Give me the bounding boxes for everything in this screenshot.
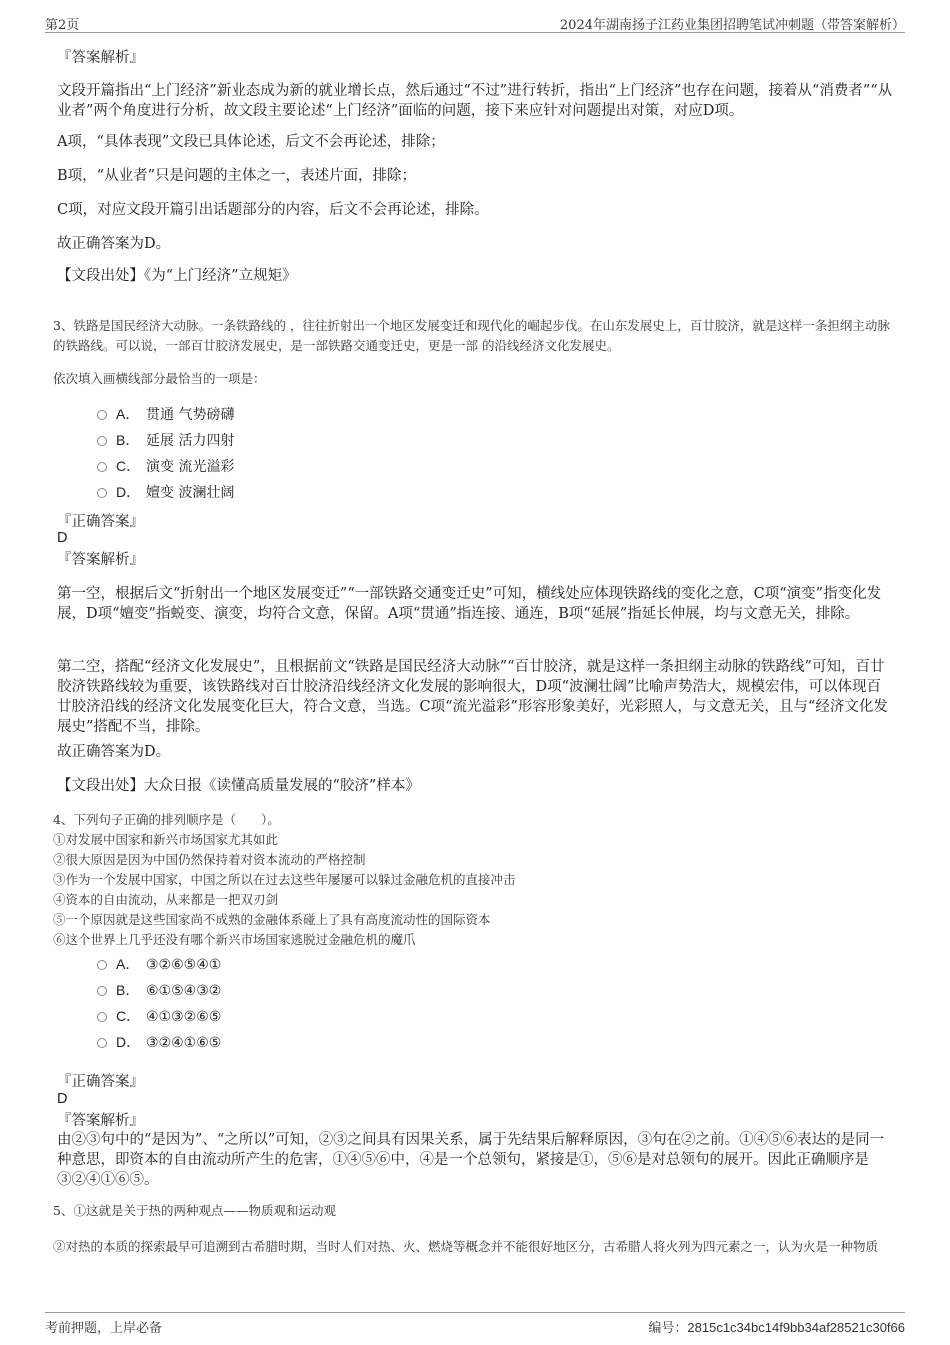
- footer-doc-id: 编号：2815c1c34bc14f9bb34af28521c30f66: [648, 1320, 905, 1335]
- page-number: 第2页: [45, 18, 80, 33]
- q3-source: 【文段出处】大众日报《读懂高质量发展的“胶济”样本》: [57, 778, 420, 794]
- q4-sentence-6: ⑥这个世界上几乎还没有哪个新兴市场国家逃脱过金融危机的魔爪: [53, 932, 416, 947]
- q2-analysis-p1: 文段开篇指出“上门经济”新业态成为新的就业增长点，然后通过“不过”进行转折，指出“上门经济”也存在问题，接着从“消费者”“从业者”两个角度进行分析，故文段主要论述“上门经济”面临的问题，接下来应针对问题提出对策，对应D项。: [57, 83, 893, 119]
- radio-icon[interactable]: [97, 1038, 107, 1048]
- q3-analysis-p1: 第一空，根据后文“折射出一个地区发展变迁”“一部铁路交通变迁史”可知，横线处应体现铁路线的变化之意，C项“演变”指变化发展，D项“嬗变”指蜕变、演变，均符合文意，保留。A项“贯通”指连接、通连，B项“延展”指延长伸展，均与文意无关，排除。: [57, 586, 882, 622]
- q3-answer-label: 『正确答案』: [57, 514, 144, 530]
- radio-icon[interactable]: [97, 488, 107, 498]
- q2-analysis-conclusion: 故正确答案为D。: [57, 236, 171, 252]
- radio-icon[interactable]: [97, 1012, 107, 1022]
- q4-option-a[interactable]: A． ③②⑥⑤④①: [97, 954, 221, 975]
- q2-analysis-label: 『答案解析』: [57, 50, 144, 66]
- q4-option-c[interactable]: C． ④①③②⑥⑤: [97, 1006, 221, 1027]
- document-title: 2024年湖南扬子江药业集团招聘笔试冲刺题（带答案解析）: [559, 18, 905, 33]
- q3-option-d[interactable]: D． 嬗变 波澜壮阔: [97, 482, 234, 503]
- q4-sentence-5: ⑤一个原因就是这些国家尚不成熟的金融体系碰上了具有高度流动性的国际资本: [53, 912, 491, 927]
- q2-source: 【文段出处】《为“上门经济”立规矩》: [57, 268, 297, 284]
- page-header: [45, 12, 905, 33]
- q4-sentence-1: ①对发展中国家和新兴市场国家尤其如此: [53, 832, 279, 847]
- q4-answer-label: 『正确答案』: [57, 1074, 144, 1090]
- q3-option-b[interactable]: B． 延展 活力四射: [97, 430, 234, 451]
- q5-stem: 5、①这就是关于热的两种观点——物质观和运动观: [53, 1203, 336, 1218]
- q4-answer: D: [57, 1091, 68, 1107]
- radio-icon[interactable]: [97, 462, 107, 472]
- q3-answer: D: [57, 530, 68, 546]
- footer-slogan: 考前押题，上岸必备: [45, 1321, 163, 1336]
- q3-stem: 3、铁路是国民经济大动脉。一条铁路线的 ，往往折射出一个地区发展变迁和现代化的崛起步伐。在山东发展史上，百廿胶济，就是这样一条担纲主动脉的铁路线。可以说，一部百廿胶济发展史，是一部铁路交通变迁史，更是一部 的沿线经济文化发展史。: [53, 318, 890, 353]
- q4-stem: 4、下列句子正确的排列顺序是（ ）。: [53, 812, 280, 827]
- q3-analysis-label: 『答案解析』: [57, 552, 144, 568]
- q4-analysis-label: 『答案解析』: [57, 1113, 144, 1129]
- q2-analysis-p4: C项，对应文段开篇引出话题部分的内容，后文不会再论述，排除。: [57, 202, 489, 218]
- page-footer: [45, 1312, 905, 1335]
- q2-analysis-p2: A项，“具体表现”文段已具体论述，后文不会再论述，排除；: [57, 134, 445, 150]
- q4-option-d[interactable]: D． ③②④①⑥⑤: [97, 1032, 221, 1053]
- radio-icon[interactable]: [97, 986, 107, 996]
- q3-analysis-conclusion: 故正确答案为D。: [57, 744, 171, 760]
- radio-icon[interactable]: [97, 960, 107, 970]
- q3-option-a[interactable]: A． 贯通 气势磅礴: [97, 404, 234, 425]
- q2-analysis-p3: B项，“从业者”只是问题的主体之一，表述片面，排除；: [57, 168, 416, 184]
- q3-option-c[interactable]: C． 演变 流光溢彩: [97, 456, 234, 477]
- radio-icon[interactable]: [97, 436, 107, 446]
- q3-analysis-p2: 第二空，搭配“经济文化发展史”，且根据前文“铁路是国民经济大动脉”“百廿胶济，就是这样一条担纲主动脉的铁路线”可知，百廿胶济铁路线较为重要，该铁路线对百廿胶济沿线经济文化发展的影响很大，D项“波澜壮阔”比喻声势浩大，规模宏伟，可以体现百廿胶济沿线的经济文化发展变化巨大，符合文意，当选。C项“流光溢彩”形容形象美好，光彩照人，与文意无关，且与“经济文化发展史”搭配不当，排除。: [57, 659, 888, 735]
- q4-option-b[interactable]: B． ⑥①⑤④③②: [97, 980, 221, 1001]
- q4-sentence-3: ③作为一个发展中国家，中国之所以在过去这些年屡屡可以躲过金融危机的直接冲击: [53, 872, 516, 887]
- q4-sentence-2: ②很大原因是因为中国仍然保持着对资本流动的严格控制: [53, 852, 366, 867]
- q3-prompt: 依次填入画横线部分最恰当的一项是：: [53, 371, 266, 386]
- q5-line2: ②对热的本质的探索最早可追溯到古希腊时期，当时人们对热、火、燃烧等概念并不能很好地区分，古希腊人将火列为四元素之一，认为火是一种物质: [53, 1239, 879, 1254]
- q4-sentence-4: ④资本的自由流动，从来都是一把双刃剑: [53, 892, 279, 907]
- q4-analysis: 由②③句中的“是因为”、“之所以”可知，②③之间具有因果关系，属于先结果后解释原因，③句在②之前。①④⑤⑥表达的是同一种意思，即资本的自由流动所产生的危害，①④⑤⑥中，④是一个总领句，紧接是①，⑤⑥是对总领句的展开。因此正确顺序是③②④①⑥⑤。: [57, 1132, 885, 1188]
- radio-icon[interactable]: [97, 410, 107, 420]
